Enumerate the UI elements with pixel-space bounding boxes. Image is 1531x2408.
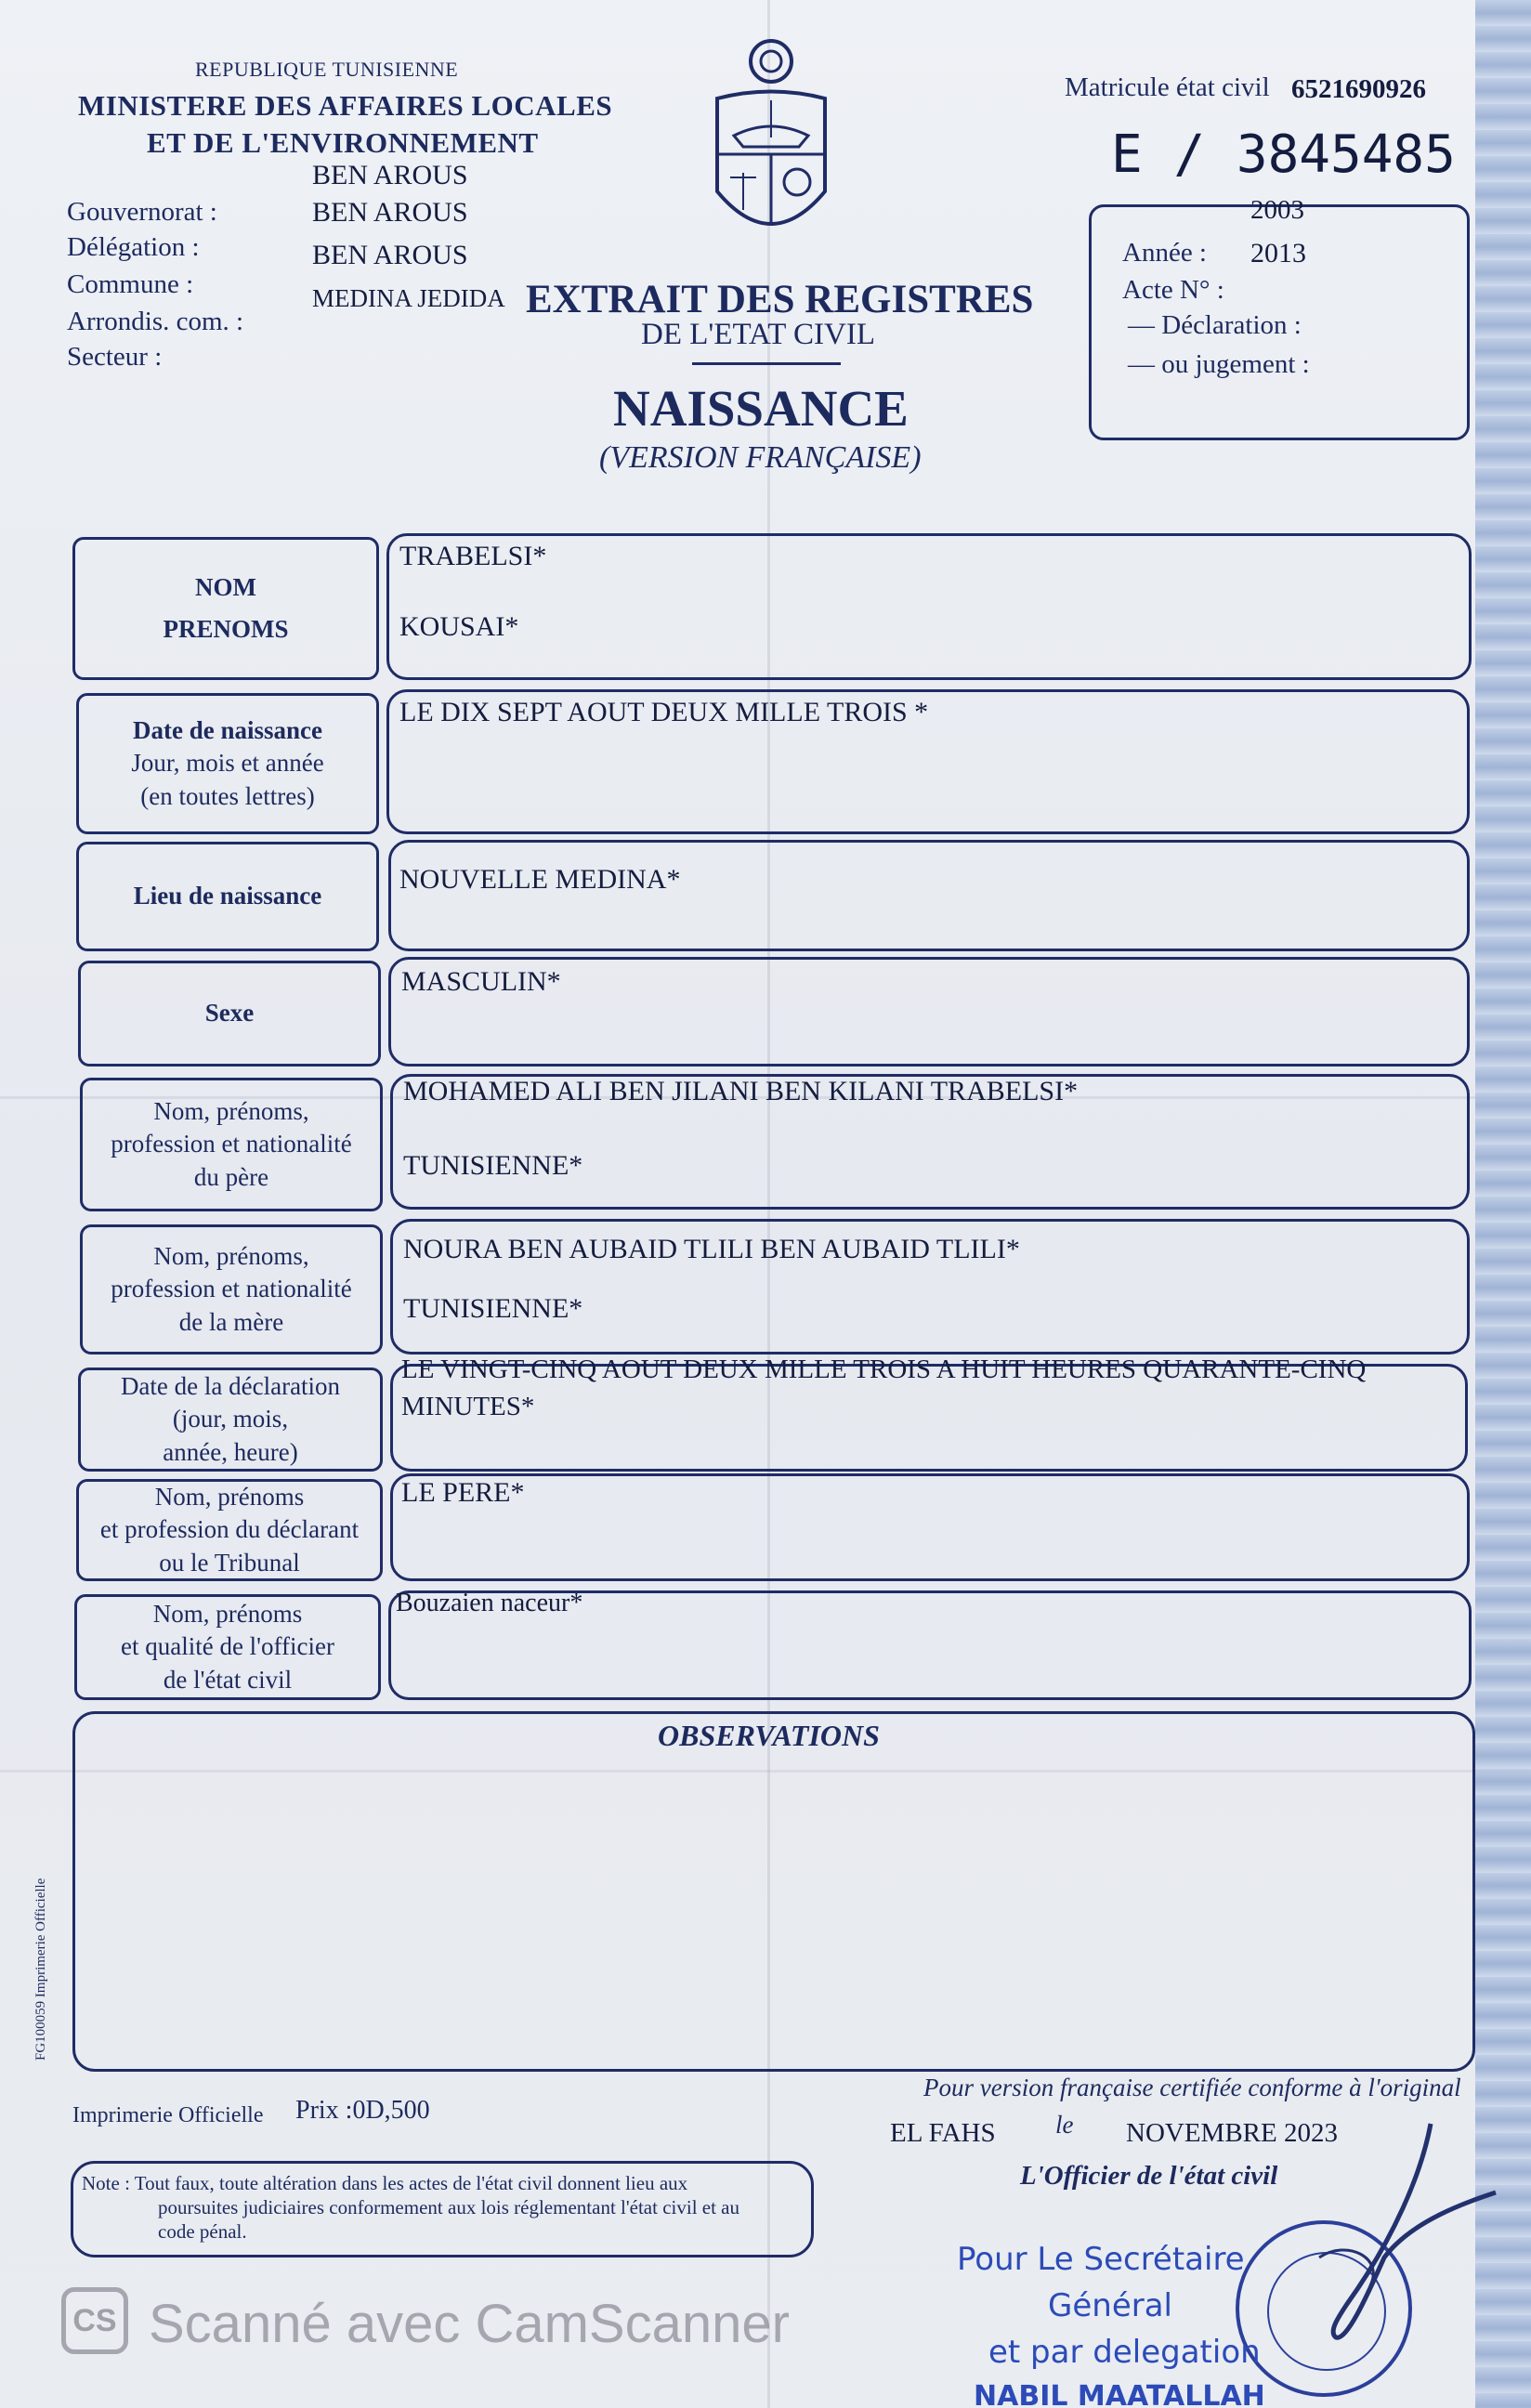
year-top: 2003 xyxy=(1250,195,1304,225)
value-pere-nom: MOHAMED ALI BEN JILANI BEN KILANI TRABELSI* xyxy=(403,1076,1079,1106)
label-nom-prenoms xyxy=(72,537,379,680)
value-prenoms: KOUSAI* xyxy=(399,611,519,642)
label-line: Nom, prénoms, xyxy=(153,1242,309,1271)
label-line: (en toutes lettres) xyxy=(140,781,315,810)
note-line-2: poursuites judiciaires conformement aux lois réglementant l'état civil et au xyxy=(158,2196,740,2218)
date-le: le xyxy=(1055,2111,1074,2139)
signature-line-2: Général xyxy=(1048,2287,1172,2324)
value-lieu-naissance: NOUVELLE MEDINA* xyxy=(399,864,681,895)
ministry-line-2: ET DE L'ENVIRONNEMENT xyxy=(147,126,539,159)
title-version: (VERSION FRANÇAISE) xyxy=(599,440,922,475)
registry-number: E / 3845485 xyxy=(1111,124,1456,185)
label-line: Nom, prénoms xyxy=(152,1600,303,1629)
delegation-value: BEN AROUS xyxy=(312,240,468,270)
handwritten-signature xyxy=(1282,2118,1505,2350)
label-line: Date de la déclaration xyxy=(120,1372,341,1401)
label-line: du père xyxy=(193,1162,269,1191)
value-sexe: MASCULIN* xyxy=(401,966,561,997)
commune-label: Commune : xyxy=(67,269,194,299)
label-line: Nom, prénoms xyxy=(154,1483,305,1512)
label-line: de la mère xyxy=(178,1307,284,1336)
label-line: année, heure) xyxy=(163,1437,298,1466)
label-line: Sexe xyxy=(204,999,255,1027)
signature-line-1: Pour Le Secrétaire xyxy=(957,2241,1245,2278)
label-line: profession et nationalité xyxy=(111,1130,352,1158)
value-mere-nationalite: TUNISIENNE* xyxy=(403,1293,583,1324)
place: EL FAHS xyxy=(890,2118,996,2148)
officer-title: L'Officier de l'état civil xyxy=(1020,2161,1278,2191)
value-date-declaration-1: LE VINGT-CINQ AOUT DEUX MILLE TROIS A HUIT HEURES QUARANTE-CINQ xyxy=(401,1354,1367,1384)
label-line: ou le Tribunal xyxy=(159,1548,300,1577)
camscanner-watermark: Scanné avec CamScanner xyxy=(149,2294,790,2354)
label-line: Jour, mois et année xyxy=(131,749,324,778)
label-line: et profession du déclarant xyxy=(99,1515,360,1544)
label-line: profession et nationalité xyxy=(111,1275,352,1303)
field-declarant xyxy=(390,1473,1470,1581)
signature-line-3: et par delegation xyxy=(988,2334,1261,2371)
label-line: Lieu de naissance xyxy=(133,882,322,910)
security-border-edge xyxy=(1475,0,1531,2408)
value-above-gouvernorat: BEN AROUS xyxy=(312,160,468,190)
field-lieu-naissance xyxy=(388,840,1470,951)
label-date-declaration xyxy=(78,1368,383,1472)
label-mere xyxy=(80,1224,383,1354)
label-line: NOM xyxy=(195,572,256,601)
acte-label: Acte N° : xyxy=(1122,275,1224,305)
value-declarant: LE PERE* xyxy=(401,1477,525,1508)
title-naissance: NAISSANCE xyxy=(613,380,909,437)
title-extrait: EXTRAIT DES REGISTRES xyxy=(526,278,1034,321)
value-date-declaration-2: MINUTES* xyxy=(401,1392,535,1421)
note-line-3: code pénal. xyxy=(158,2220,247,2243)
annee-value: 2013 xyxy=(1250,238,1306,268)
label-line: (jour, mois, xyxy=(172,1405,289,1433)
label-line: Date de naissance xyxy=(133,716,322,745)
jugement-label: — ou jugement : xyxy=(1128,349,1310,379)
certified-line: Pour version française certifiée conforme à l'original xyxy=(923,2074,1461,2101)
gouvernorat-label: Gouvernorat : xyxy=(67,197,217,227)
camscanner-logo-icon: CS xyxy=(61,2287,128,2354)
month-year: NOVEMBRE 2023 xyxy=(1126,2118,1338,2148)
label-line: et qualité de l'officier xyxy=(120,1632,334,1661)
gouvernorat-value: BEN AROUS xyxy=(312,197,468,228)
arrondissement-label: Arrondis. com. : xyxy=(67,307,244,336)
field-nom-prenoms xyxy=(386,533,1472,680)
observations-title: OBSERVATIONS xyxy=(658,1719,880,1752)
ministry-line-1: MINISTERE DES AFFAIRES LOCALES xyxy=(78,89,613,122)
tunisian-coat-of-arms-icon xyxy=(706,33,836,256)
label-date-naissance xyxy=(76,693,379,834)
label-pere xyxy=(80,1078,383,1211)
signature-line-4: NABIL MAATALLAH xyxy=(974,2380,1265,2408)
matricule-value: 6521690926 xyxy=(1291,74,1426,104)
value-mere-nom: NOURA BEN AUBAID TLILI BEN AUBAID TLILI* xyxy=(403,1234,1020,1264)
value-pere-nationalite: TUNISIENNE* xyxy=(403,1150,583,1181)
observations-box xyxy=(72,1711,1475,2072)
annee-label: Année : xyxy=(1122,238,1207,268)
label-officier xyxy=(74,1594,381,1700)
label-line: Nom, prénoms, xyxy=(153,1097,309,1126)
label-sexe xyxy=(78,961,381,1067)
label-line: de l'état civil xyxy=(163,1665,293,1694)
declaration-label: — Déclaration : xyxy=(1128,310,1302,340)
label-line: PRENOMS xyxy=(163,615,289,643)
label-declarant xyxy=(76,1479,383,1581)
label-lieu-naissance xyxy=(76,842,379,951)
commune-value: MEDINA JEDIDA xyxy=(312,284,505,312)
title-etat-civil: DE L'ETAT CIVIL xyxy=(641,318,875,351)
value-nom: TRABELSI* xyxy=(399,541,547,571)
value-officier: Bouzaien naceur* xyxy=(396,1589,583,1617)
value-date-naissance: LE DIX SEPT AOUT DEUX MILLE TROIS * xyxy=(399,697,929,727)
matricule-label: Matricule état civil xyxy=(1065,72,1270,102)
title-underline xyxy=(692,362,841,365)
prix: Prix :0D,500 xyxy=(295,2096,430,2125)
delegation-label: Délégation : xyxy=(67,232,200,262)
secteur-label: Secteur : xyxy=(67,342,163,372)
republic-heading: REPUBLIQUE TUNISIENNE xyxy=(195,58,459,81)
imprimerie-label: Imprimerie Officielle xyxy=(72,2103,264,2127)
side-printer-note: FG100059 Imprimerie Officielle xyxy=(33,1878,48,2061)
note-line-1: Note : Tout faux, toute altération dans les actes de l'état civil donnent lieu aux xyxy=(82,2172,688,2194)
